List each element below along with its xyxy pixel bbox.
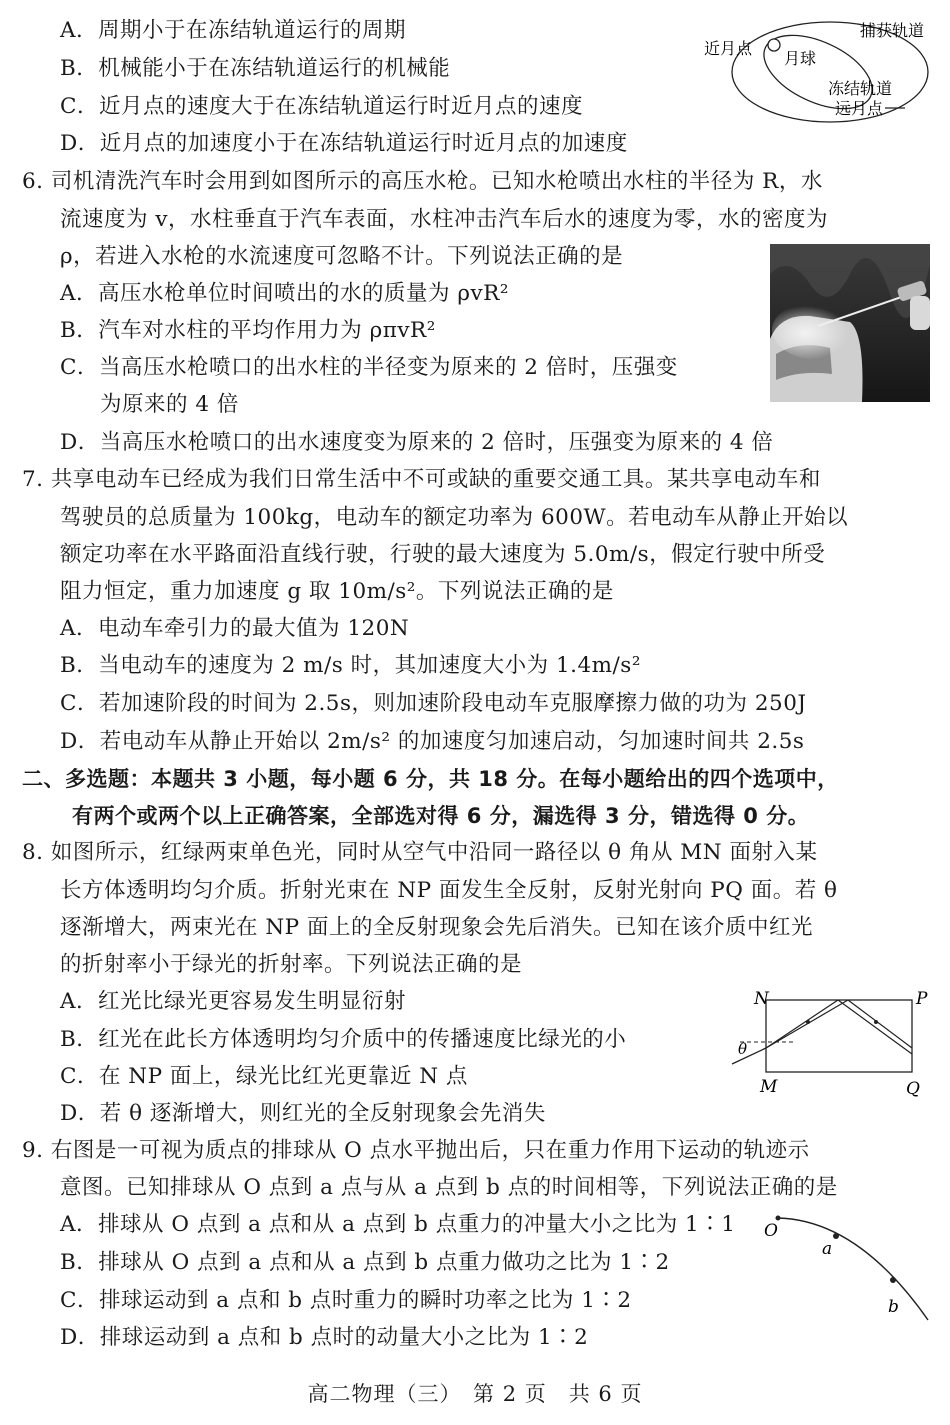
q8-stem-line-3: 逐渐增大，两束光在 NP 面上的全反射现象会先后消失。已知在该介质中红光 xyxy=(60,915,813,940)
prism-light-diagram xyxy=(726,990,936,1102)
q8-stem-line-1: 8. 如图所示，红绿两束单色光，同时从空气中沿同一路径以 θ 角从 MN 面射入某 xyxy=(22,840,818,865)
q6-stem-line-2: 流速度为 v，水柱垂直于汽车表面，水柱冲击汽车后水的速度为零，水的密度为 xyxy=(60,207,828,232)
q7-option-d: D．若电动车从静止开始以 2m/s² 的加速度匀加速启动，匀加速时间共 2.5s xyxy=(60,729,805,754)
q8-option-a: A．红光比绿光更容易发生明显衍射 xyxy=(60,989,407,1014)
label-M: M xyxy=(760,1077,778,1097)
label-moon: 月球 xyxy=(784,49,817,68)
reflected-ray-2 xyxy=(838,1000,912,1054)
q7-option-a: A．电动车牵引力的最大值为 120N xyxy=(60,616,410,641)
q6-option-a: A．高压水枪单位时间喷出的水的质量为 ρvR² xyxy=(60,281,509,306)
perilune-point xyxy=(768,39,780,51)
reflected-ray-1 xyxy=(848,1000,912,1048)
q9-stem-line-2: 意图。已知排球从 O 点到 a 点与从 a 点到 b 点的时间相等，下列说法正确的是 xyxy=(60,1175,838,1200)
q7-stem-line-1: 7. 共享电动车已经成为我们日常生活中不可或缺的重要交通工具。某共享电动车和 xyxy=(22,467,821,492)
page-footer: 高二物理（三） 第 2 页 共 6 页 xyxy=(307,1382,643,1406)
q7-option-b: B．当电动车的速度为 2 m/s 时，其加速度大小为 1.4m/s² xyxy=(60,653,641,678)
label-N: N xyxy=(754,990,769,1009)
label-a: a xyxy=(822,1239,833,1259)
trajectory-curve xyxy=(778,1218,928,1320)
q5-option-b: B．机械能小于在冻结轨道运行的机械能 xyxy=(60,56,451,81)
point-O xyxy=(776,1216,781,1221)
q8-stem-line-2: 长方体透明均匀介质。折射光束在 NP 面发生全反射，反射光射向 PQ 面。若 θ xyxy=(60,878,838,903)
q7-stem-line-2: 驾驶员的总质量为 100kg，电动车的额定功率为 600W。若电动车从静止开始以 xyxy=(60,505,849,530)
label-O: O xyxy=(764,1221,778,1241)
q5-option-d: D．近月点的加速度小于在冻结轨道运行时近月点的加速度 xyxy=(60,131,628,156)
q5-option-a: A．周期小于在冻结轨道运行的周期 xyxy=(60,18,407,43)
q6-option-b: B．汽车对水柱的平均作用力为 ρπvR² xyxy=(60,318,436,343)
point-a xyxy=(833,1233,839,1239)
q9-option-d: D．排球运动到 a 点和 b 点时的动量大小之比为 1∶2 xyxy=(60,1325,589,1350)
section2-heading-cont: 有两个或两个以上正确答案，全部选对得 6 分，漏选得 3 分，错选得 0 分。 xyxy=(72,804,810,828)
refracted-ray-2 xyxy=(766,1000,838,1048)
trajectory-diagram xyxy=(758,1210,938,1322)
label-apolune: 远月点 xyxy=(835,99,884,118)
q8-stem-line-4: 的折射率小于绿光的折射率。下列说法正确的是 xyxy=(60,952,523,977)
label-perilune: 近月点 xyxy=(704,39,753,58)
point-b xyxy=(890,1277,896,1283)
q8-option-b: B．红光在此长方体透明均匀介质中的传播速度比绿光的小 xyxy=(60,1027,627,1052)
medium-block xyxy=(766,1000,912,1072)
label-Q: Q xyxy=(906,1079,920,1099)
q9-stem-line-1: 9. 右图是一可视为质点的排球从 O 点水平抛出后，只在重力作用下运动的轨迹示 xyxy=(22,1138,810,1163)
q6-option-d: D．当高压水枪喷口的出水速度变为原来的 2 倍时，压强变为原来的 4 倍 xyxy=(60,430,774,455)
q9-option-a: A．排球从 O 点到 a 点和从 a 点到 b 点重力的冲量大小之比为 1∶1 xyxy=(60,1212,736,1237)
q8-option-d: D．若 θ 逐渐增大，则红光的全反射现象会先消失 xyxy=(60,1101,546,1126)
q8-option-c: C．在 NP 面上，绿光比红光更靠近 N 点 xyxy=(60,1064,468,1089)
label-theta: θ xyxy=(738,1040,748,1058)
q5-option-c: C．近月点的速度大于在冻结轨道运行时近月点的速度 xyxy=(60,94,583,119)
q6-stem-line-3: ρ，若进入水枪的水流速度可忽略不计。下列说法正确的是 xyxy=(60,244,624,269)
q7-option-c: C．若加速阶段的时间为 2.5s，则加速阶段电动车克服摩擦力做的功为 250J xyxy=(60,691,807,716)
orbit-diagram xyxy=(700,14,940,126)
label-P: P xyxy=(916,990,928,1009)
q6-option-c-cont: 为原来的 4 倍 xyxy=(100,392,239,417)
refracted-ray-1 xyxy=(766,1000,848,1048)
q9-option-b: B．排球从 O 点到 a 点和从 a 点到 b 点重力做功之比为 1∶2 xyxy=(60,1250,670,1275)
water-gun-photo xyxy=(770,244,930,402)
label-b: b xyxy=(888,1297,899,1317)
q7-stem-line-4: 阻力恒定，重力加速度 g 取 10m/s²。下列说法正确的是 xyxy=(60,579,614,604)
q6-stem-line-1: 6. 司机清洗汽车时会用到如图所示的高压水枪。已知水枪喷出水柱的半径为 R，水 xyxy=(22,169,823,194)
q7-stem-line-3: 额定功率在水平路面沿直线行驶，行驶的最大速度为 5.0m/s，假定行驶中所受 xyxy=(60,542,826,567)
q9-option-c: C．排球运动到 a 点和 b 点时重力的瞬时功率之比为 1∶2 xyxy=(60,1288,632,1313)
q6-option-c: C．当高压水枪喷口的出水柱的半径变为原来的 2 倍时，压强变 xyxy=(60,355,678,380)
label-capture-orbit: 捕获轨道 xyxy=(860,21,925,40)
section2-heading: 二、多选题：本题共 3 小题，每小题 6 分，共 18 分。在每小题给出的四个选项中， xyxy=(22,767,839,791)
label-frozen-orbit: 冻结轨道 xyxy=(828,79,893,98)
